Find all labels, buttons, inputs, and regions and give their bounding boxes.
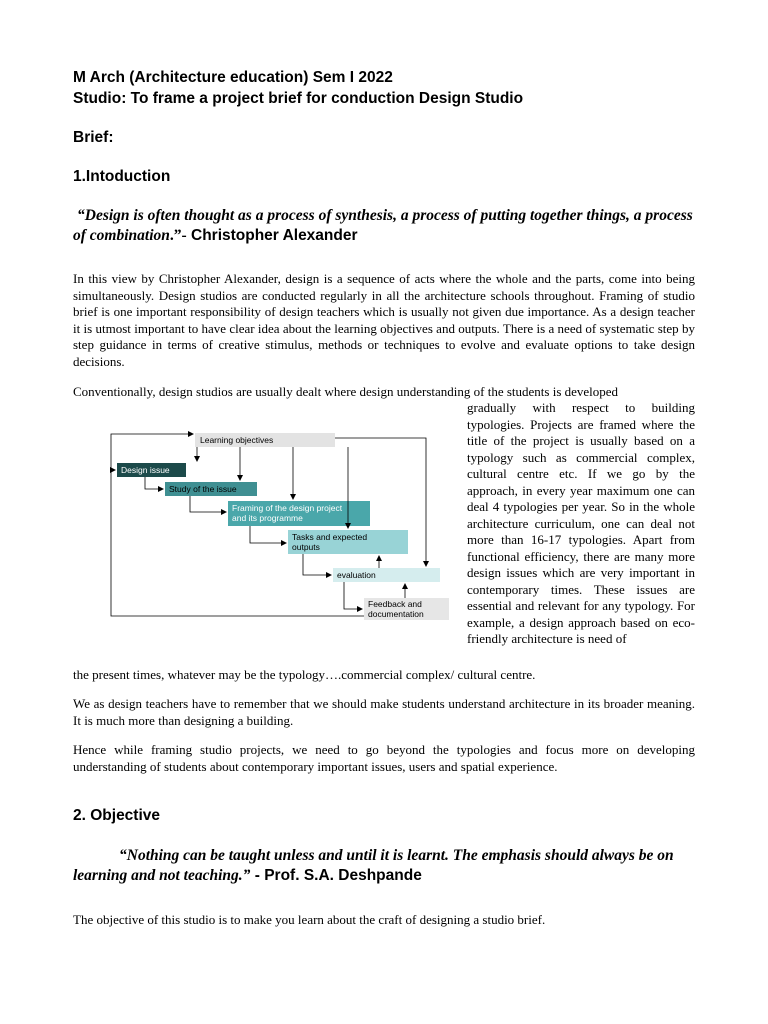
connector-evaluation-to-feedback (344, 582, 362, 609)
studio-title: Studio: To frame a project brief for conduction Design Studio (73, 90, 524, 107)
intro-paragraph-1: In this view by Christopher Alexander, design is a sequence of acts where the whole and the parts, come into being simultaneously. Design studios are conducted regularly in all the architecture schools throughout. Framing of studio brief is one important responsibility of design teachers which is usually not given due importance. As a design teacher it is utmost important to have clear idea about the learning objectives and outputs. There is a need of systematic step by step guidance in terms of creative stimulus, methods or techniques to evolve and evaluate options to take design decisions. (73, 271, 695, 369)
quote-author: - Prof. S.A. Deshpande (250, 867, 422, 884)
intro-paragraph-4: Hence while framing studio projects, we need to go beyond the typologies and focus more on developing understanding of students about contemporary important issues, users and spatial experience. (73, 742, 695, 774)
intro-paragraph-2-wrapped: gradually with respect to building typologies. Projects are framed where the title of the project is usually based on a typology such as commercial complex, cultural centre etc. If we go by the approach, in every year maximum one can deal 4 typologies per year. So in the whole architecture curriculum, one can deal not more than 16-17 typologies. Apart from functional efficiency, there are many more design issues which are very important in contemporary times. These issues are essential and relevant for any typology. For example, a design approach based on eco-friendly architecture is need of (467, 400, 695, 646)
quote-author: Christopher Alexander (186, 227, 358, 244)
quote-text: Design is often thought as a process of synthesis, a process of putting together things, a process of combination (73, 207, 693, 244)
quote-open-mark: “ (77, 207, 85, 224)
section-objective-heading: 2. Objective (73, 807, 161, 824)
objective-paragraph-1: The objective of this studio is to make you learn about the craft of designing a studio brief. (73, 912, 546, 927)
evaluation-label: evaluation (337, 570, 376, 580)
tasks-outputs-label-line2: outputs (292, 542, 320, 552)
course-title: M Arch (Architecture education) Sem I 2022 (73, 69, 393, 86)
quote-text: “Nothing can be taught unless and until it is learnt. The emphasis should always be on learning and not teaching.” (73, 847, 674, 884)
feedback-documentation-label: Feedback and (368, 599, 422, 609)
connector-framing-to-tasks (250, 526, 286, 543)
section-introduction-heading: 1.Intoduction (73, 168, 171, 185)
connector-study-to-framing (190, 496, 226, 512)
quote-close-mark: .”- (169, 227, 187, 244)
intro-paragraph-3: We as design teachers have to remember that we should make students understand architecture in its broader meaning. It is much more than designing a building. (73, 696, 695, 728)
connector-design-to-study (145, 477, 163, 489)
intro-paragraph-2-first-line: Conventionally, design studios are usually dealt where design understanding of the students is developed (73, 384, 619, 399)
learning-objectives-label: Learning objectives (200, 435, 274, 445)
framing-project-label-line2: and its programme (232, 513, 303, 523)
connector-tasks-to-evaluation (303, 554, 331, 575)
feedback-documentation-label-line2: documentation (368, 609, 424, 619)
brief-heading: Brief: (73, 129, 114, 146)
tasks-outputs-label: Tasks and expected (292, 532, 368, 542)
design-issue-label: Design issue (121, 465, 170, 475)
intro-paragraph-2-last-line: the present times, whatever may be the typology….commercial complex/ cultural centre. (73, 667, 536, 682)
framing-project-label: Framing of the design project (232, 503, 343, 513)
study-of-issue-label: Study of the issue (169, 484, 237, 494)
